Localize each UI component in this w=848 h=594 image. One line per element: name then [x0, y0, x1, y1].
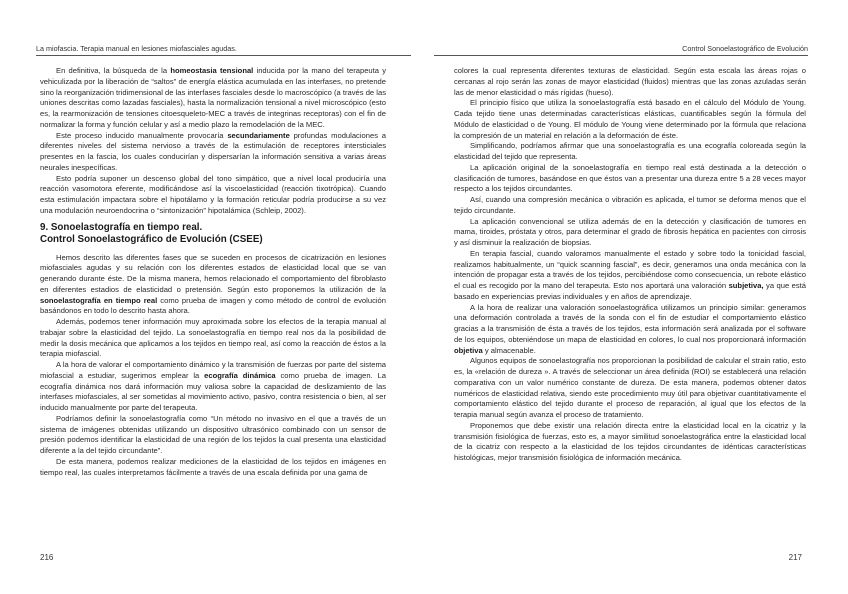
header-rule — [434, 55, 808, 56]
paragraph: colores la cual representa diferentes texturas de elasticidad. Según esta escala las áreas rojas o cercanas al rojo serán las zonas de mayor elasticidad (fluidos) mientras que las zonas azuladas serán las de menor elasticidad o más rígidas (hueso). — [454, 66, 806, 97]
header-rule — [36, 55, 411, 56]
paragraph: Así, cuando una compresión mecánica o vibración es aplicada, el tumor se deforma menos que el tejido circundante. — [454, 195, 806, 215]
page-body — [454, 66, 806, 464]
paragraph: Este proceso inducido manualmente provocaría secundariamente profundas modulaciones a diferentes niveles del sistema nervioso a través de la estimulación de receptores intersticiales presentes en la fascia, los cuales conducirían y dispersarían la información sensitiva a varias áreas neurales inespecíficas. — [40, 130, 387, 172]
page-body — [40, 66, 386, 478]
paragraph: La aplicación convencional se utiliza además de en la detección y clasificación de tumores en mama, tiroides, próstata y otros, para determinar el grado de fibrosis hepática en pacientes con cirrosis y así disminuir la realización de biopsias. — [454, 216, 806, 247]
bold-term: objetiva — [454, 345, 483, 355]
paragraph: Proponemos que debe existir una relación directa entre la elasticidad local en la cicatriz y la transmisión fisiológica de fuerzas, esto es, a mayor similitud sonoelastográfica entre la elasticidad local de la cicatriz con respecto a la elasticidad de los tejidos circundantes de idénticas características histológicas, mejor transmisión fisiológica de información mecánica. — [454, 420, 806, 462]
paragraph: Esto podría suponer un descenso global del tono simpático, que a nivel local produciría una reacción vasomotora eferente, modificándose así la viscoelasticidad (reacción tixotrópica). Cuando esta estimulación impactara sobre el hipotálamo y la formación reticular podría producirse a su vez una modulación neuroendocrina o “sintonización” hipotalámica (Schleip, 2002). — [40, 173, 386, 215]
paragraph: El principio físico que utiliza la sonoelastografía está basado en el cálculo del Módulo de Young. Cada tejido tiene unas determinadas características elásticas, cuantificables según la fórmula del Módulo de elasticidad o de Young. El módulo de Young viene determinado por la fórmula que relaciona la compresión de un material en relación a la deformación de éste. — [454, 98, 806, 140]
paragraph: A la hora de realizar una valoración sonoelastográfica utilizamos un principio similar: generamos una deformación controlada a través de la sonda con el fin de estudiar el comportamiento elástico gracias a la transmisión de ésta a través de los tejidos, esta información será analizada por el software de los equipos, obteniéndose un mapa de elasticidad en colores, lo cual nos proporcionará información objetiva y almacenable. — [454, 302, 806, 355]
bold-term: sonoelastografía en tiempo real — [40, 295, 158, 305]
paragraph: De esta manera, podemos realizar mediciones de la elasticidad de los tejidos en imágenes en tiempo real, las cuales interpretamos fácilmente a través de una escala definida por una gama de — [40, 456, 386, 477]
page-number: 217 — [788, 553, 802, 562]
paragraph: Algunos equipos de sonoelastografía nos proporcionan la posibilidad de calcular el strain ratio, esto es, la «relación de dureza ». A través de seleccionar un área definida (ROI) se establecerá una relación comparativa con un valor numérico constante de dureza. De esta manera, podemos obtener datos numéricos de elasticidad relativa, siendo este procedimiento muy útil para objetivar cuantitativamente el comportamiento elástico del tejido durante el proceso de reparación, al igual que los efectos de la terapia manual según avanza el proceso de tratamiento. — [454, 356, 806, 419]
bold-term: homeostasia tensional — [170, 66, 254, 75]
right-page — [424, 0, 848, 594]
paragraph: En definitiva, la búsqueda de la homeostasia tensional inducida por la mano del terapeuta y vehiculizada por la liberación de “saltos” de energía elástica acumulada en las interfases, no pretende sino la reorganización tridimensional de las interfases fasciales desde lo macroscópico (a través de las uniones descritas como lazadas fasciales), hasta la normalización tensional a nivel microscópico (esto es, la rearmonización de tensiones citoesqueleto-MEC a través de integrinas receptoras) con el fin de normalizar la forma y función celular y así a medio plazo la remodelación de la MEC. — [40, 66, 387, 129]
paragraph: La aplicación original de la sonoelastografía en tiempo real está destinada a la detección o clasificación de tumores, basándose en que éstos van a presentar una dureza entre 5 a 28 veces mayor respecto a los tejidos circundantes. — [454, 162, 806, 194]
bold-term: secundariamente — [227, 130, 290, 140]
page-number: 216 — [40, 553, 54, 562]
bold-term: subjetiva, — [728, 281, 764, 290]
running-header: Control Sonoelastográfico de Evolución — [682, 44, 808, 53]
bold-term: ecografía dinámica — [204, 370, 276, 380]
paragraph: A la hora de valorar el comportamiento dinámico y la transmisión de fuerzas por parte del sistema miofascial a estudiar, sugerimos emplear la ecografía dinámica como prueba de imagen. La ecografía dinámica nos dará información muy valiosa sobre la capacidad de deslizamiento de las interfases miofasciales, al ser sometidas al movimiento activo, pasivo, contra resistencia o bien, al ser inducido manualmente por parte del terapeuta. — [40, 360, 386, 412]
paragraph: Simplificando, podríamos afirmar que una sonoelastografía es una ecografía coloreada según la elasticidad del tejido que representa. — [454, 141, 806, 161]
paragraph: En terapia fascial, cuando valoramos manualmente el estado y sobre todo la tonicidad fascial, realizamos habitualmente, un “quick scanning fascial”, es decir, generamos una onda mecánica con la intención de propagar esta a través de los tejidos, percibiéndose como consecuencia, un rebote elástico el cual es recogido por la mano del terapeuta. Esto nos aportará una valoración subjetiva, ya que está basado en experiencias previas individuales y en años de aprendizaje. — [454, 248, 806, 301]
paragraph: Podríamos definir la sonoelastografía como “Un método no invasivo en el que a través de un sistema de imágenes obtenidas utilizando un dispositivo ultrasónico combinado con un sensor de presión podemos identificar la elasticidad de una región de los tejidos la cual presenta una elasticidad diferente a la del tejido circundante”. — [40, 413, 386, 455]
section-heading: 9. Sonoelastografía en tiempo real. Control Sonoelastográfico de Evolución (CSEE) — [40, 221, 263, 245]
running-header: La miofascia. Terapia manual en lesiones miofasciales agudas. — [36, 44, 237, 53]
paragraph: Hemos descrito las diferentes fases que se suceden en procesos de cicatrización en lesiones miofasciales agudas y su relación con los diferentes estados de elasticidad local que se van generando durante éste. De la misma manera, hemos relacionado el comportamiento del fibroblasto en diferentes estadios de elasticidad o pretensión. Según esto proponemos la utilización de la sonoelastografía en tiempo real como prueba de imagen y como método de control de evolución basándonos en todo lo descrito hasta ahora. — [40, 252, 386, 316]
paragraph: Además, podemos tener información muy aproximada sobre los efectos de la terapia manual al trabajar sobre la elasticidad del tejido. La sonoelastografía en tiempo real nos da la posibilidad de medir la dosis mecánica que aplicamos a los tejidos en tiempo real, así como la reacción de éstos a la terapia miofascial. — [40, 317, 386, 359]
